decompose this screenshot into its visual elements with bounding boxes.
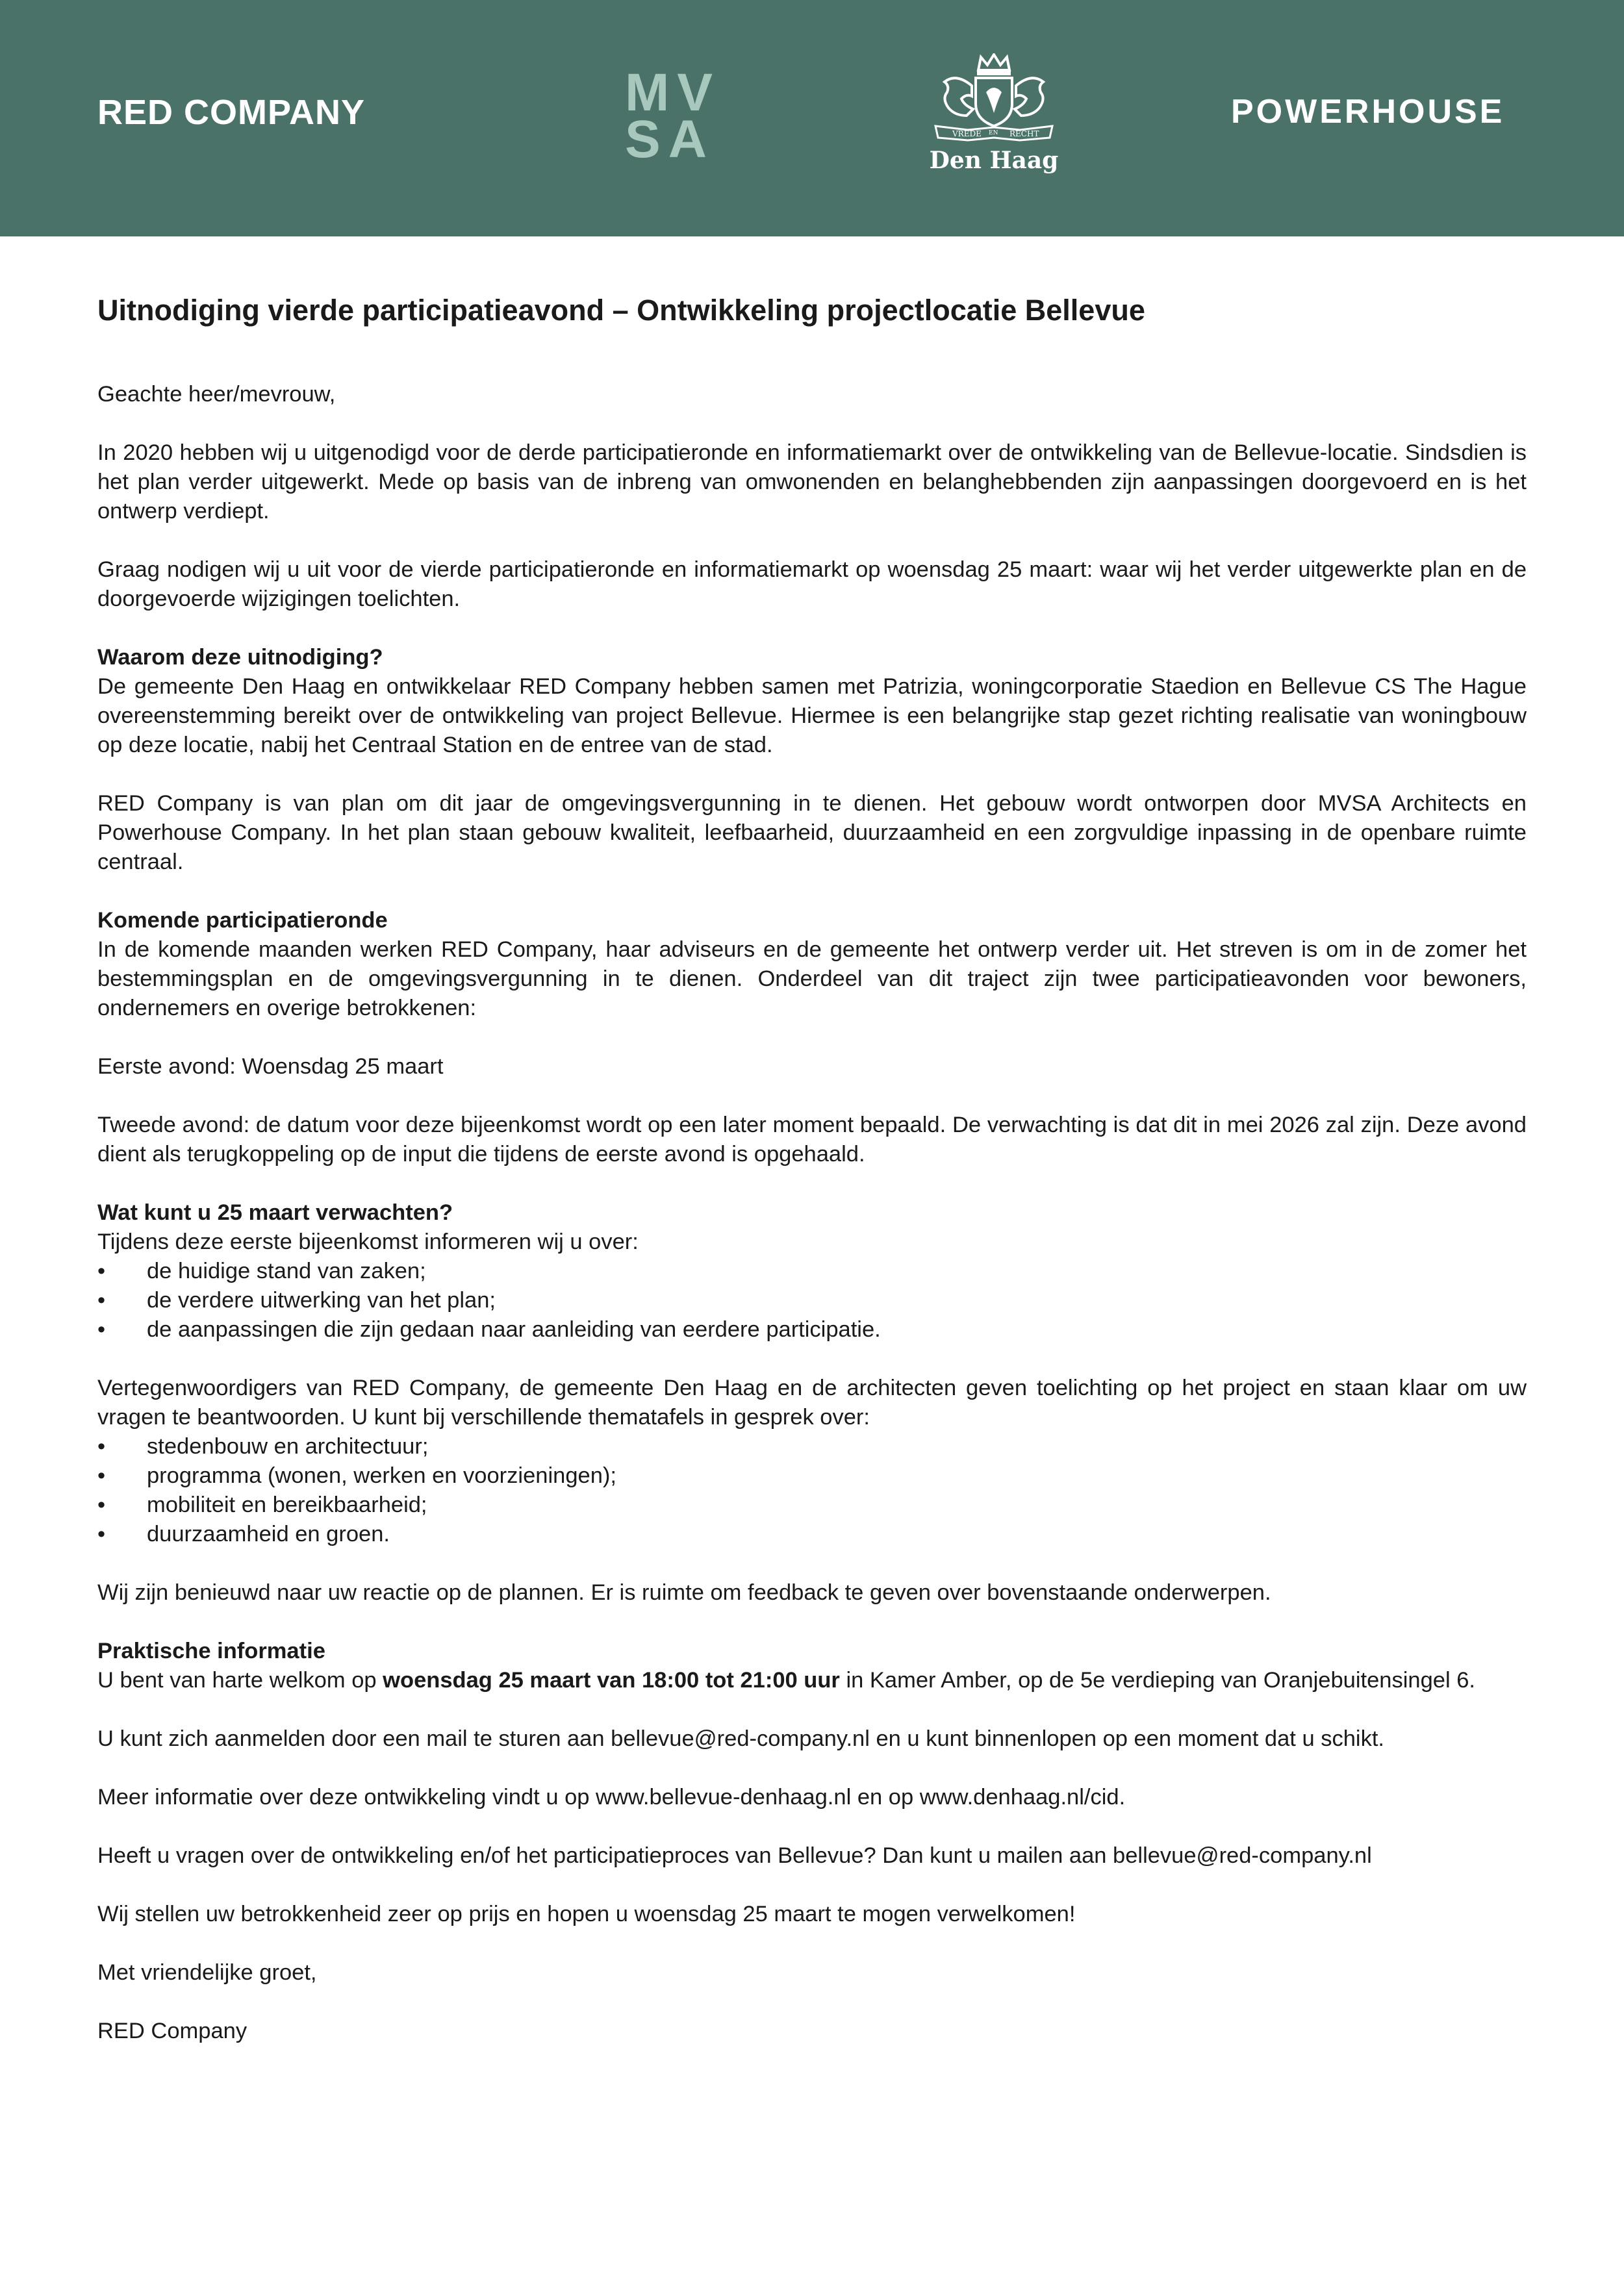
list-item-text: duurzaamheid en groen.: [147, 1522, 390, 1546]
section-representatives: [97, 1374, 1527, 1549]
list-item: [97, 1257, 1527, 1286]
section-practical-text: [97, 1666, 1527, 1695]
second-evening: Tweede avond: de datum voor deze bijeenkomst wordt op een later moment bepaald. De verwachting is dat dit in mei 2026 zal zijn. Deze avond dient als terugkoppeling op de input die tijdens de eerste avond is opgehaald.: [97, 1113, 1527, 1167]
section-upcoming-title: Komende participatieronde: [97, 908, 388, 933]
permit-paragraph: RED Company is van plan om dit jaar de omgevingsvergunning in te dienen. Het gebouw wordt ontworpen door MVSA Architects en Powerhouse Company. In het plan staan gebouw kwaliteit, leefbaarheid, duurzaamheid en een zorgvuldige inpassing in de openbare ruimte centraal.: [97, 791, 1527, 874]
closing-line: Wij stellen uw betrokkenheid zeer op prijs en hopen u woensdag 25 maart te mogen verwelkomen!: [97, 1902, 1076, 1926]
ribbon-text-mid: EN: [989, 130, 998, 136]
list-item-text: de aanpassingen die zijn gedaan naar aanleiding van eerdere participatie.: [147, 1317, 881, 1342]
questions-paragraph: Heeft u vragen over de ontwikkeling en/of het participatieproces van Bellevue? Dan kunt u mailen aan bellevue@red-company.nl: [97, 1843, 1372, 1868]
themes-list: [97, 1432, 1527, 1549]
section-expect-title: Wat kunt u 25 maart verwachten?: [97, 1200, 453, 1225]
mvsa-logo-top: MV: [625, 63, 720, 122]
list-item-text: stedenbouw en architectuur;: [147, 1434, 429, 1459]
ribbon-text-right: RECHT: [1009, 129, 1039, 138]
letter-title: Uitnodiging vierde participatieavond – Ontwikkeling projectlocatie Bellevue: [97, 294, 1145, 327]
bullet-icon: •: [97, 1317, 106, 1342]
list-item: [97, 1461, 1527, 1491]
representatives-text: Vertegenwoordigers van RED Company, de gemeente Den Haag en de architecten geven toelichting op het project en staan klaar om uw vragen te beantwoorden. U kunt bij verschillende thematafels in gesprek over:: [97, 1376, 1527, 1430]
intro-paragraph-1: In 2020 hebben wij u uitgenodigd voor de derde participatieronde en informatiemarkt over de ontwikkeling van de Bellevue-locatie. Sindsdien is het plan verder uitgewerkt. Mede op basis van de inbreng van omwonenden en belanghebbenden zijn aanpassingen doorgevoerd en is het ontwerp verdiept.: [97, 440, 1527, 524]
list-item-text: de verdere uitwerking van het plan;: [147, 1288, 496, 1313]
sign-off: Met vriendelijke groet,: [97, 1960, 317, 1985]
section-why-title: Waarom deze uitnodiging?: [97, 645, 383, 670]
more-info-paragraph: Meer informatie over deze ontwikkeling vindt u op www.bellevue-denhaag.nl en op www.denhaag.nl/cid.: [97, 1785, 1126, 1810]
list-item-text: de huidige stand van zaken;: [147, 1259, 426, 1283]
first-evening: Eerste avond: Woensdag 25 maart: [97, 1054, 444, 1079]
bullet-icon: •: [97, 1493, 106, 1517]
ribbon-text-left: VREDE: [952, 129, 982, 138]
section-expect-intro: Tijdens deze eerste bijeenkomst informeren wij u over:: [97, 1230, 639, 1254]
section-practical-title: Praktische informatie: [97, 1639, 325, 1663]
letter-body: [97, 292, 1527, 2075]
list-item-text: programma (wonen, werken en voorzieningen);: [147, 1463, 616, 1488]
list-item: [97, 1432, 1527, 1461]
bullet-icon: •: [97, 1434, 106, 1459]
practical-text-before: U bent van harte welkom op: [97, 1668, 377, 1693]
powerhouse-logo: POWERHOUSE: [1231, 93, 1505, 131]
bullet-icon: •: [97, 1259, 106, 1283]
list-item: [97, 1520, 1527, 1549]
bullet-icon: •: [97, 1288, 106, 1313]
feedback-paragraph: Wij zijn benieuwd naar uw reactie op de plannen. Er is ruimte om feedback te geven over bovenstaande onderwerpen.: [97, 1580, 1271, 1605]
mvsa-logo: [625, 63, 726, 169]
list-item: [97, 1315, 1527, 1344]
intro-paragraph-2: Graag nodigen wij u uit voor de vierde participatieronde en informatiemarkt op woensdag 25 maart: waar wij het verder uitgewerkte plan en de doorgevoerde wijzigingen toelichten.: [97, 557, 1527, 611]
section-expect: [97, 1198, 1527, 1344]
list-item: [97, 1286, 1527, 1315]
letterhead-banner: [0, 0, 1624, 236]
list-item-text: mobiliteit en bereikbaarheid;: [147, 1493, 427, 1517]
bullet-icon: •: [97, 1463, 106, 1488]
bullet-icon: •: [97, 1522, 106, 1546]
register-paragraph: U kunt zich aanmelden door een mail te sturen aan bellevue@red-company.nl en u kunt binnenlopen op een moment dat u schikt.: [97, 1726, 1385, 1751]
expect-list: [97, 1257, 1527, 1344]
den-haag-wordmark: Den Haag: [929, 147, 1059, 174]
practical-date-time: woensdag 25 maart van 18:00 tot 21:00 uur: [383, 1668, 840, 1693]
red-company-logo: RED COMPANY: [97, 93, 366, 132]
den-haag-logo: [922, 53, 1065, 180]
mvsa-logo-bottom: SA: [625, 110, 715, 169]
section-upcoming-text: In de komende maanden werken RED Company, haar adviseurs en de gemeente het ontwerp verder uit. Het streven is om in de zomer het bestemmingsplan en de omgevingsvergunning in te dienen. Onderdeel van dit traject zijn twee participatieavonden voor bewoners, ondernemers en overige betrokkenen:: [97, 937, 1527, 1020]
section-practical: [97, 1637, 1527, 1695]
list-item: [97, 1491, 1527, 1520]
signature: RED Company: [97, 2019, 247, 2043]
coat-of-arms-icon: [930, 53, 1058, 144]
section-why: [97, 643, 1527, 760]
section-upcoming: [97, 906, 1527, 1023]
salutation: Geachte heer/mevrouw,: [97, 382, 336, 407]
section-why-text: De gemeente Den Haag en ontwikkelaar RED Company hebben samen met Patrizia, woningcorporatie Staedion en Bellevue CS The Hague overeenstemming bereikt over de ontwikkeling van project Bellevue. Hiermee is een belangrijke stap gezet richting realisatie van woningbouw op deze locatie, nabij het Centraal Station en de entree van de stad.: [97, 674, 1527, 757]
practical-text-after: in Kamer Amber, op de 5e verdieping van Oranjebuitensingel 6.: [846, 1668, 1475, 1693]
